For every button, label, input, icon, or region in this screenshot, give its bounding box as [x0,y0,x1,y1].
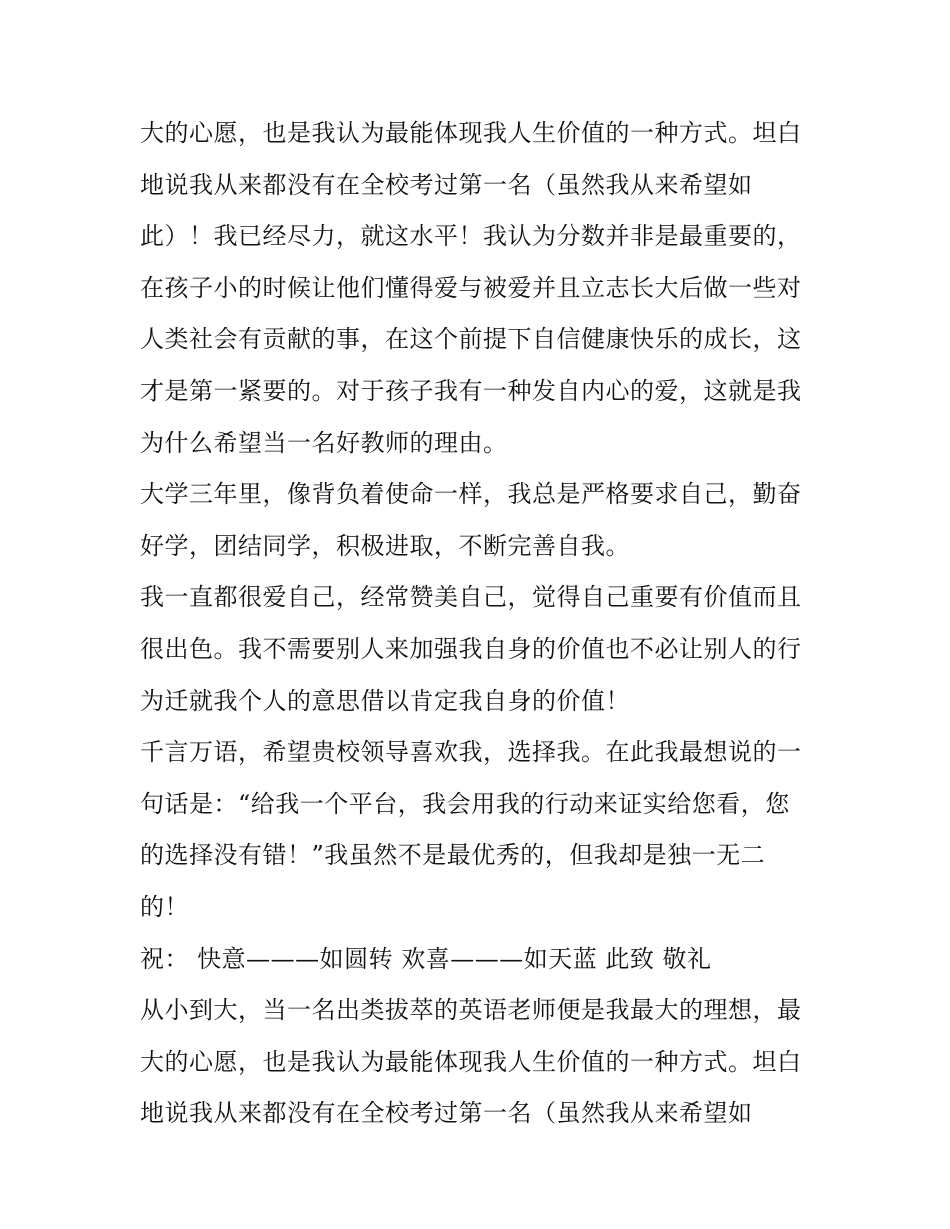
text-line-2: 地说我从来都没有在全校考过第一名（虽然我从来希望如 [140,170,753,199]
text-line-20: 地说我从来都没有在全校考过第一名（虽然我从来希望如 [140,1099,753,1128]
text-line-1: 大的心愿，也是我认为最能体现我人生价值的一种方式。坦白 [140,119,802,147]
text-line-7: 为什么希望当一名好教师的理由。 [140,428,508,457]
text-line-5: 人类社会有贡献的事，在这个前提下自信健康快乐的成长，这 [140,325,802,354]
text-line-10: 我一直都很爱自己，经常赞美自己，觉得自己重要有价值而且 [140,583,802,612]
text-line-12: 为迁就我个人的意思借以肯定我自身的价值！ [140,686,630,715]
document-body [140,108,830,1140]
text-line-13: 千言万语，希望贵校领导喜欢我，选择我。在此我最想说的一 [140,738,802,767]
text-line-4: 在孩子小的时候让他们懂得爱与被爱并且立志长大后做一些对 [140,273,802,302]
text-line-11: 很出色。我不需要别人来加强我自身的价值也不必让别人的行 [140,634,802,663]
text-line-18: 从小到大，当一名出类拔萃的英语老师便是我最大的理想，最 [140,996,802,1025]
text-line-6: 才是第一紧要的。对于孩子我有一种发自内心的爱，这就是我 [140,376,802,405]
text-line-9: 好学，团结同学，积极进取，不断完善自我。 [140,531,630,560]
text-line-3: 此）！我已经尽力，就这水平！我认为分数并非是最重要的， [140,222,802,251]
text-line-17: 祝： 快意———如圆转 欢喜———如天蓝 此致 敬礼 [140,944,712,973]
text-line-19: 大的心愿，也是我认为最能体现我人生价值的一种方式。坦白 [140,1047,802,1076]
text-line-15: 的选择没有错！”我虽然不是最优秀的，但我却是独一无二 [140,841,766,870]
text-line-8: 大学三年里，像背负着使命一样，我总是严格要求自己，勤奋 [140,480,802,509]
text-line-14: 句话是：“给我一个平台，我会用我的行动来证实给您看，您 [140,789,790,818]
text-line-16: 的！ [140,892,189,921]
